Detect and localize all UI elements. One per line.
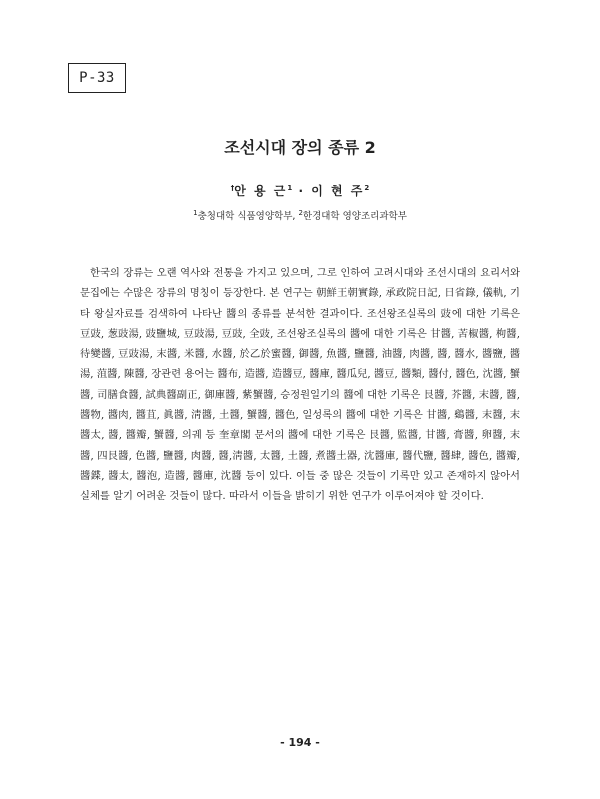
page-number: - 194 - bbox=[280, 736, 320, 749]
poster-code-box bbox=[68, 63, 126, 93]
affiliation-2-mark: 2 bbox=[298, 208, 303, 217]
author-2-affiliation-mark: 2 bbox=[364, 184, 370, 192]
corresponding-author-mark: † bbox=[230, 184, 235, 192]
poster-code: P-33 bbox=[79, 70, 115, 86]
affiliation-1-text: 충청대학 식품영양학부, bbox=[197, 211, 299, 222]
affiliation-line bbox=[0, 208, 600, 222]
author-2-name: 이 현 주 bbox=[311, 184, 365, 198]
author-1-affiliation-mark: 1 bbox=[287, 184, 293, 192]
author-line bbox=[0, 182, 600, 199]
author-separator: · bbox=[292, 184, 312, 198]
abstract-paragraph: 한국의 장류는 오랜 역사와 전통을 가지고 있으며, 그로 인하여 고려시대와 조선시대의 요리서와 문집에는 수많은 장류의 명칭이 등장한다. 본 연구는 朝鮮王朝實錄, 承政院日記, 日省錄, 儀軌, 기타 왕실자료를 검색하여 나타난 醬의 종류를 분석한 결과이다. 조선왕조실록의 豉에 대한 기록은 豆豉, 葱豉湯, 豉鹽城, 豆豉湯, 豆豉, 全豉, 조선왕조실록의 醬에 대한 기록은 甘醬, 苦椒醬, 枸醬, 待變醬, 豆豉湯, 末醬, 米醬, 水醬, 於乙於蜜醬, 御醬, 魚醬, 鹽醬, 油醬, 肉醬, 醬, 醬水, 醬鹽, 醬湯, 菹醬, 陳醬, 장관련 용어는 醬布, 造醬, 造醬豆, 醬庫, 醬瓜兒, 醬豆, 醬類, 醬付, 醬色, 沈醬, 蟹醬, 司膳食醬, 試典醬副正, 御庫醬, 紫蟹醬, 승정원일기의 醬에 대한 기록은 艮醬, 芥醬, 末醬, 醬, 醬物, 醬肉, 醬苴, 眞醬, 淸醬, 土醬, 蟹醬, 醬色, 일성록의 醬에 대한 기록은 甘醬, 鷄醬, 末醬, 末醬太, 醬, 醬瓣, 蟹醬, 의궤 등 奎章閣 문서의 醬에 대한 기록은 艮醬, 監醬, 甘醬, 膏醬, 卵醬, 末醬, 四艮醬, 色醬, 鹽醬, 肉醬, 醬,淸醬, 太醬, 土醬, 煮醬土器, 沈醬庫, 醬代鹽, 醬肆, 醬色, 醬瓣, 醬鍱, 醬太, 醬泡, 造醬, 醬庫, 沈醬 등이 있다. 이들 중 많은 것들이 기록만 있고 존재하지 않아서 실체를 알기 어려운 것들이 많다. 따라서 이들을 밝히기 위한 연구가 이루어져야 할 것이다. bbox=[80, 267, 520, 503]
author-1-name: 안 용 근 bbox=[234, 184, 288, 198]
paper-title: 조선시대 장의 종류 2 bbox=[224, 138, 376, 157]
affiliation-1-mark: 1 bbox=[193, 208, 198, 217]
affiliation-2-text: 한경대학 영양조리과학부 bbox=[302, 211, 407, 222]
